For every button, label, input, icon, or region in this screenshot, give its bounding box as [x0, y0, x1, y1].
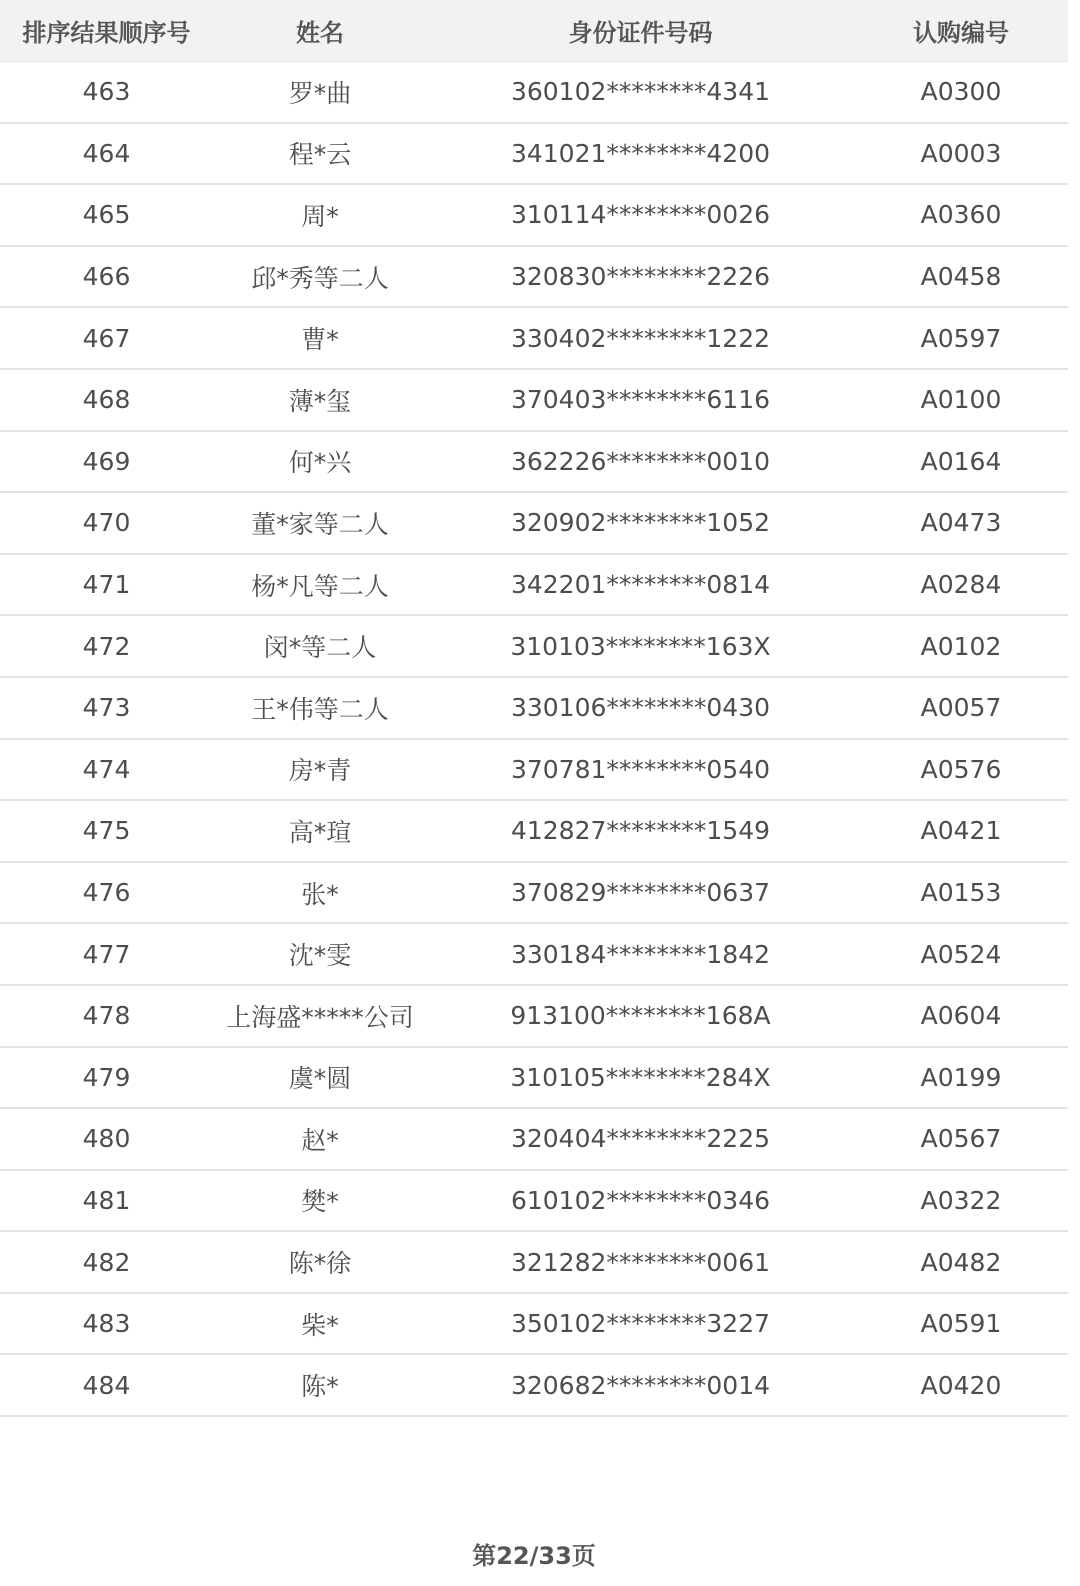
subscription-number-cell: A0100: [854, 369, 1068, 431]
rank-cell: 478: [0, 985, 213, 1047]
subscription-number-cell: A0360: [854, 184, 1068, 246]
subscription-number-cell: A0458: [854, 246, 1068, 308]
subscription-number-cell: A0284: [854, 554, 1068, 616]
name-cell: 高*瑄: [213, 800, 427, 862]
name-cell: 房*青: [213, 739, 427, 801]
id-number-cell: 330106********0430: [427, 677, 854, 739]
table-row: [0, 431, 1068, 493]
subscription-number-cell: A0604: [854, 985, 1068, 1047]
name-cell: 王*伟等二人: [213, 677, 427, 739]
table-row: [0, 1231, 1068, 1293]
rank-cell: 475: [0, 800, 213, 862]
table-row: [0, 61, 1068, 123]
subscription-number-cell: A0473: [854, 492, 1068, 554]
name-cell: 沈*雯: [213, 923, 427, 985]
rank-cell: 477: [0, 923, 213, 985]
id-number-cell: 341021********4200: [427, 123, 854, 185]
rank-cell: 465: [0, 184, 213, 246]
table-row: [0, 985, 1068, 1047]
table-row: [0, 123, 1068, 185]
name-cell: 杨*凡等二人: [213, 554, 427, 616]
name-cell: 张*: [213, 862, 427, 924]
table-row: [0, 1108, 1068, 1170]
id-number-cell: 342201********0814: [427, 554, 854, 616]
table-row: [0, 739, 1068, 801]
table-body: [0, 61, 1068, 1416]
table-row: [0, 246, 1068, 308]
id-number-cell: 610102********0346: [427, 1170, 854, 1232]
rank-cell: 481: [0, 1170, 213, 1232]
subscription-number-cell: A0421: [854, 800, 1068, 862]
name-cell: 邱*秀等二人: [213, 246, 427, 308]
table-header: [0, 0, 1068, 61]
name-cell: 程*云: [213, 123, 427, 185]
rank-cell: 483: [0, 1293, 213, 1355]
rank-cell: 466: [0, 246, 213, 308]
subscription-number-cell: A0567: [854, 1108, 1068, 1170]
id-number-cell: 320830********2226: [427, 246, 854, 308]
id-number-cell: 360102********4341: [427, 61, 854, 123]
name-cell: 上海盛*****公司: [213, 985, 427, 1047]
id-number-cell: 913100********168A: [427, 985, 854, 1047]
subscription-number-cell: A0576: [854, 739, 1068, 801]
id-number-cell: 370781********0540: [427, 739, 854, 801]
name-cell: 樊*: [213, 1170, 427, 1232]
rank-cell: 479: [0, 1047, 213, 1109]
table-row: [0, 307, 1068, 369]
table-row: [0, 1293, 1068, 1355]
subscription-number-cell: A0057: [854, 677, 1068, 739]
subscription-number-cell: A0482: [854, 1231, 1068, 1293]
id-number-cell: 370403********6116: [427, 369, 854, 431]
name-cell: 周*: [213, 184, 427, 246]
id-number-cell: 320404********2225: [427, 1108, 854, 1170]
rank-cell: 469: [0, 431, 213, 493]
header-id-number: 身份证件号码: [427, 0, 854, 61]
subscription-number-cell: A0164: [854, 431, 1068, 493]
subscription-number-cell: A0597: [854, 307, 1068, 369]
table-row: [0, 184, 1068, 246]
rank-cell: 472: [0, 615, 213, 677]
table-row: [0, 369, 1068, 431]
id-number-cell: 330402********1222: [427, 307, 854, 369]
subscription-number-cell: A0153: [854, 862, 1068, 924]
name-cell: 薄*玺: [213, 369, 427, 431]
id-number-cell: 310105********284X: [427, 1047, 854, 1109]
name-cell: 柴*: [213, 1293, 427, 1355]
rank-cell: 464: [0, 123, 213, 185]
subscription-number-cell: A0420: [854, 1354, 1068, 1416]
name-cell: 何*兴: [213, 431, 427, 493]
rank-cell: 470: [0, 492, 213, 554]
name-cell: 赵*: [213, 1108, 427, 1170]
table-row: [0, 554, 1068, 616]
table-row: [0, 923, 1068, 985]
table-row: [0, 1170, 1068, 1232]
rank-cell: 463: [0, 61, 213, 123]
rank-cell: 467: [0, 307, 213, 369]
id-number-cell: 321282********0061: [427, 1231, 854, 1293]
table-row: [0, 615, 1068, 677]
rank-cell: 484: [0, 1354, 213, 1416]
rank-cell: 471: [0, 554, 213, 616]
subscription-number-cell: A0524: [854, 923, 1068, 985]
header-row: [0, 0, 1068, 61]
name-cell: 董*家等二人: [213, 492, 427, 554]
table-row: [0, 677, 1068, 739]
table-row: [0, 492, 1068, 554]
subscription-number-cell: A0003: [854, 123, 1068, 185]
subscription-number-cell: A0300: [854, 61, 1068, 123]
table-row: [0, 862, 1068, 924]
name-cell: 陈*: [213, 1354, 427, 1416]
id-number-cell: 412827********1549: [427, 800, 854, 862]
subscription-number-cell: A0591: [854, 1293, 1068, 1355]
id-number-cell: 362226********0010: [427, 431, 854, 493]
rank-cell: 480: [0, 1108, 213, 1170]
rank-cell: 476: [0, 862, 213, 924]
rank-cell: 468: [0, 369, 213, 431]
rank-cell: 482: [0, 1231, 213, 1293]
id-number-cell: 320902********1052: [427, 492, 854, 554]
id-number-cell: 310103********163X: [427, 615, 854, 677]
table-row: [0, 800, 1068, 862]
table-row: [0, 1047, 1068, 1109]
page-number: 第22/33页: [472, 1542, 596, 1570]
subscription-number-cell: A0199: [854, 1047, 1068, 1109]
table-row: [0, 1354, 1068, 1416]
name-cell: 罗*曲: [213, 61, 427, 123]
rank-cell: 474: [0, 739, 213, 801]
id-number-cell: 330184********1842: [427, 923, 854, 985]
name-cell: 闵*等二人: [213, 615, 427, 677]
id-number-cell: 370829********0637: [427, 862, 854, 924]
id-number-cell: 320682********0014: [427, 1354, 854, 1416]
id-number-cell: 310114********0026: [427, 184, 854, 246]
name-cell: 曹*: [213, 307, 427, 369]
subscription-number-cell: A0102: [854, 615, 1068, 677]
rank-cell: 473: [0, 677, 213, 739]
header-name: 姓名: [213, 0, 427, 61]
id-number-cell: 350102********3227: [427, 1293, 854, 1355]
header-rank: 排序结果顺序号: [0, 0, 213, 61]
subscription-number-cell: A0322: [854, 1170, 1068, 1232]
header-subscription-number: 认购编号: [854, 0, 1068, 61]
name-cell: 陈*徐: [213, 1231, 427, 1293]
name-cell: 虞*圆: [213, 1047, 427, 1109]
